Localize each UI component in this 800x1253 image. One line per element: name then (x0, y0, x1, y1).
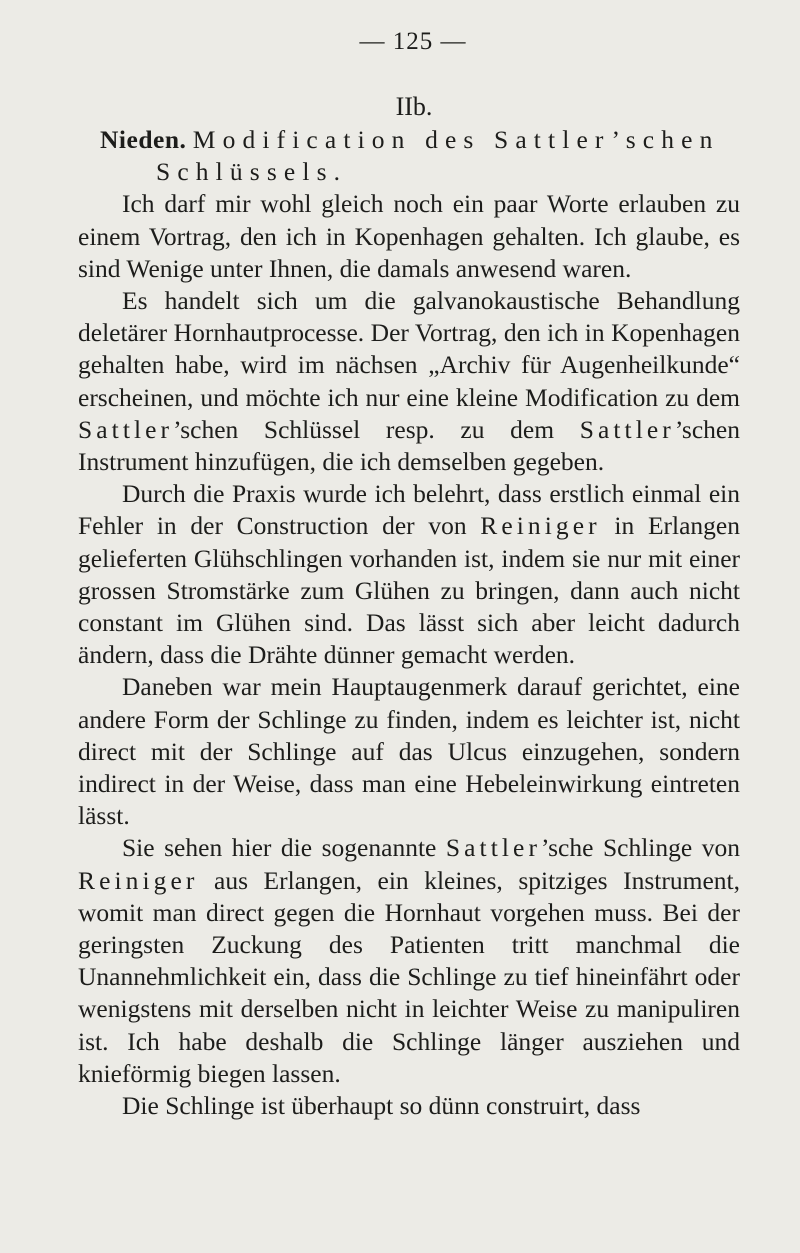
entry-heading (78, 124, 740, 188)
author-name: Nieden. (100, 125, 187, 154)
body-paragraph (78, 1090, 740, 1122)
entry-title-line1: Modification des Sattler’schen (192, 125, 720, 154)
body-paragraph (78, 671, 740, 832)
spaced-name: Sattler (78, 414, 174, 444)
text-run: Die Schlinge ist überhaupt so dünn construirt, dass (122, 1091, 641, 1121)
text-run: Sie sehen hier die sogenannte (122, 833, 446, 863)
text-run: in Erlangen gelieferten Glühschlingen vorhanden ist, indem sie nur mit einer grossen Stromstärke zum Glühen zu bringen, dann auch nicht constant im Glühen sind. Das lässt sich aber leicht dadurch ändern, dass die Drähte dünner gemacht werden. (78, 511, 740, 670)
body-text (78, 188, 740, 1122)
text-run: Daneben war mein Hauptaugenmerk darauf gerichtet, eine andere Form der Schlinge zu finden, indem es leichter ist, nicht direct mit der Schlinge auf das Ulcus einzugehen, sondern indirect in der Weise, dass man eine Hebeleinwirkung eintreten lässt. (78, 672, 740, 831)
text-run: ’schen Instrument hinzufügen, die ich demselben gegeben. (78, 414, 740, 477)
text-run: Es handelt sich um die galvanokaustische Behandlung deletärer Hornhautprocesse. Der Vortrag, den ich in Kopenhagen gehalten habe, wird im nächsen „Archiv für Augenheilkunde“ erscheinen, und möchte ich nur eine kleine Modification zu dem (78, 286, 740, 412)
spaced-name: Sattler (579, 414, 675, 444)
page-number: — 125 — (359, 28, 467, 55)
text-run: Ich darf mir wohl gleich noch ein paar Worte erlauben zu einem Vortrag, den ich in Kopenhagen gehalten. Ich glaube, es sind Wenige unter Ihnen, die damals anwesend waren. (78, 189, 740, 283)
spaced-name: Reiniger (78, 865, 199, 895)
entry-title-line2: Schlüssels. (156, 157, 348, 187)
text-run: aus Erlangen, ein kleines, spitziges Instrument, womit man direct gegen die Hornhaut vorgehen muss. Bei der geringsten Zuckung des Patienten tritt manchmal die Unannehmlichkeit ein, dass die Schlinge zu tief hineinfährt oder wenigstens mit derselben nicht in leichter Weise zu manipuliren ist. Ich habe deshalb die Schlinge länger ausziehen und knieförmig biegen lassen. (78, 865, 740, 1088)
body-paragraph (78, 478, 740, 671)
body-paragraph (78, 188, 740, 285)
entry-body (78, 124, 740, 1122)
body-paragraph (78, 285, 740, 478)
text-run: ’sche Schlinge von (541, 833, 740, 863)
text-run: Durch die Praxis wurde ich belehrt, dass erstlich einmal ein Fehler in der Construction der von (78, 479, 740, 541)
text-run: ’schen Schlüssel resp. zu dem (173, 414, 580, 444)
spaced-name: Sattler (445, 833, 542, 863)
spaced-name: Reiniger (480, 511, 601, 541)
section-label: IIb. (395, 92, 433, 121)
body-paragraph (78, 832, 740, 1090)
